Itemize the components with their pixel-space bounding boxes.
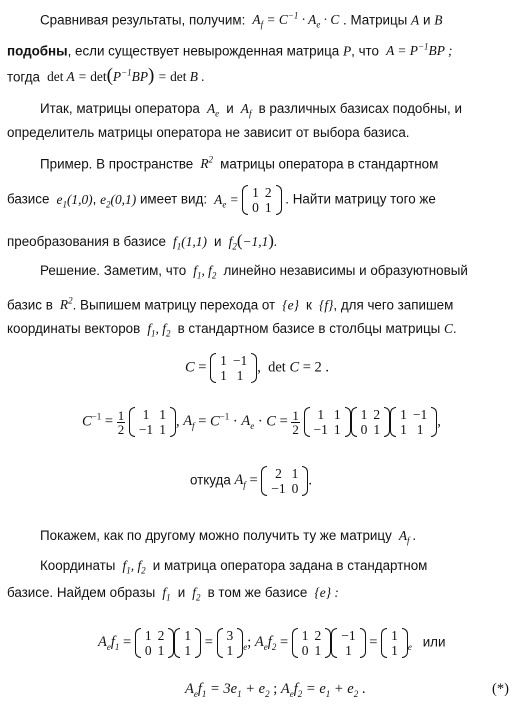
- text-segment: Координаты: [40, 558, 116, 573]
- text-line-14: [7, 584, 339, 607]
- text-segment: или: [422, 634, 446, 650]
- formula-inline: $R^2$: [196, 155, 214, 172]
- text-segment: Решение. Заметим, что: [40, 263, 187, 278]
- formula-inline: $A_e$: [203, 101, 220, 119]
- text-segment: и: [177, 585, 186, 600]
- matrix-symbol: C: [443, 321, 453, 336]
- formula-inline: $A_f$ .: [395, 528, 417, 546]
- vector-result-1: 3 1: [217, 628, 244, 658]
- text-segment: матрицы оператора в стандартном: [220, 156, 439, 172]
- text-segment: . Найти матрицу того же: [285, 191, 436, 207]
- text-segment: Сравнивая результаты, получим:: [40, 12, 246, 28]
- text-segment: определитель матрицы оператора не зависит от выбора базиса.: [7, 125, 410, 140]
- matrix-symbol: A: [411, 12, 420, 28]
- formula-inline: $R^2$: [56, 296, 73, 313]
- text-line-2: [7, 38, 452, 60]
- text-line-12: [40, 527, 416, 550]
- text-line-6: [40, 151, 438, 173]
- text-line-11: координаты векторов $f_1$, $f_2$ в стандартном базисе в столбцы матрицы C.: [7, 321, 457, 339]
- text-segment: в различных базисах подобны, и: [258, 101, 462, 116]
- text-segment: базис в: [7, 297, 53, 313]
- formula-inline: $f_1$, $f_2$: [143, 321, 171, 339]
- text-segment: базисе. Найдем образы: [7, 585, 156, 600]
- text-segment: базисе: [7, 191, 50, 207]
- matrix-Ae-3: 1 2 0 1: [135, 628, 175, 658]
- text-line-5: [7, 124, 410, 142]
- formula-inline: $f_2$: [188, 585, 201, 603]
- vector-f1: 1 1: [174, 628, 201, 658]
- text-segment: и: [226, 101, 234, 116]
- formula-inline: {e}: [278, 297, 303, 313]
- text-line-7: базисе $e_1(1,0)$, $e_2(0,1)$ имеет вид: $A_e$ = 1 2 0 1 . Найти матрицу того же: [7, 185, 436, 215]
- text-segment: в стандартном базисе в столбцы матрицы: [177, 321, 441, 336]
- formula-inline: $f_1$: [159, 585, 171, 603]
- matrix-symbol: B: [434, 12, 443, 28]
- formula-inline: $A = P^{-1}BP$ ;: [382, 42, 453, 59]
- text-segment: , для чего запишем: [333, 297, 454, 313]
- text-line-8: [7, 232, 277, 256]
- det-value: = 2 .: [302, 359, 330, 376]
- matrix-C: 1 −1 1 1: [210, 353, 257, 383]
- matrix-symbol: P: [342, 43, 352, 59]
- matrix-Ae-4: 1 2 0 1: [292, 628, 332, 658]
- formula-inline: $f_1$, $f_2$: [189, 263, 217, 281]
- text-segment: тогда: [7, 69, 40, 85]
- matrix-Af: 2 1 −1 0: [261, 466, 308, 496]
- formula-Cinv-Af: $C^{-1}$ = $\frac{1}{2}$ 1 1 −1 1 , $A_f = C^{-1} \cdot A_e \cdot C$ = $\frac{1}{2}$ 1 1 −1 1 1 2 0 1 1 −1 1 1 ,: [82, 407, 441, 437]
- text-line-3: [7, 64, 205, 86]
- formula-inline: $A_f = C^{-1} \cdot A_e \cdot C$: [249, 11, 340, 31]
- text-segment: и: [214, 234, 222, 249]
- formula-final: $A_ef_1 = 3e_1 + e_2$ ; $A_ef_2 = e_1 + e_2$ .: [185, 681, 366, 699]
- text-line-1: [40, 7, 442, 34]
- text-segment: . Матрицы: [343, 12, 408, 28]
- text-segment: , если существует невырожденная матрица: [67, 43, 340, 59]
- formula-inline: $A_f$: [237, 101, 252, 119]
- formula-C: C = 1 −1 1 1 , det C = 2 .: [185, 353, 330, 383]
- formula-inline: $e_2(0,1)$: [100, 191, 137, 210]
- vector-result-2: 1 1: [381, 628, 408, 658]
- matrix-C-2: 1 −1 1 1: [390, 407, 437, 437]
- vector-f2: −1 1: [331, 628, 365, 658]
- equation-number: (*): [492, 681, 509, 697]
- matrix-Ae-2: 1 2 0 1: [351, 407, 391, 437]
- formula-inline: $f_1$, $f_2$: [119, 558, 146, 576]
- text-line-4: [40, 100, 462, 123]
- text-line-10: [7, 292, 453, 314]
- text-segment: к: [306, 297, 312, 313]
- formula-images: $A_ef_1$ = 1 2 0 1 1 1 = 3 1 $_e$; $A_ef_2$ = 1 2 0 1 −1 1 = 1 1 $_e$ или: [98, 628, 446, 658]
- formula-inline: $f_1(1,1)$: [169, 234, 211, 252]
- formula-inline: $f_2(-1,1)$.: [225, 231, 278, 252]
- formula-inline: {f}: [315, 297, 334, 313]
- text-segment: имеет вид:: [139, 191, 208, 207]
- text-segment: откуда: [190, 472, 231, 488]
- text-segment: в том же базисе: [207, 585, 308, 600]
- text-line-9: [40, 262, 468, 285]
- text-segment: координаты векторов: [7, 321, 141, 336]
- text-segment: и матрица оператора задана в стандартном: [152, 558, 428, 573]
- text-segment: , что: [351, 43, 379, 59]
- bold-term: подобны: [7, 43, 68, 59]
- text-line-13: [40, 557, 427, 580]
- formula-inline: {e} :: [311, 585, 339, 600]
- text-segment: Итак, матрицы оператора: [40, 101, 200, 116]
- matrix-Cinv: 1 1 −1 1: [129, 407, 176, 437]
- formula-inline: $e_1(1,0)$: [53, 191, 93, 210]
- matrix-Cinv-2: 1 1 −1 1: [304, 407, 351, 437]
- text-segment: и: [422, 12, 431, 28]
- formula-inline: $\det A = \det(P^{-1}BP) = \det B$ .: [47, 65, 205, 87]
- formula-inline: $A_e$ =: [210, 191, 243, 210]
- text-segment: Покажем, как по другому можно получить ту же матрицу: [40, 528, 392, 543]
- formula-Af-result: откуда $A_f$ = 2 1 −1 0 .: [190, 466, 312, 496]
- det-label: det: [268, 359, 286, 376]
- text-segment: преобразования в базисе: [7, 234, 166, 249]
- matrix-Ae: 1 2 0 1: [242, 185, 282, 215]
- text-segment: линейно независимы и образуютновый: [223, 263, 468, 278]
- text-segment: Пример. В пространстве: [40, 156, 194, 172]
- text-segment: . Выпишем матрицу перехода от: [72, 297, 276, 313]
